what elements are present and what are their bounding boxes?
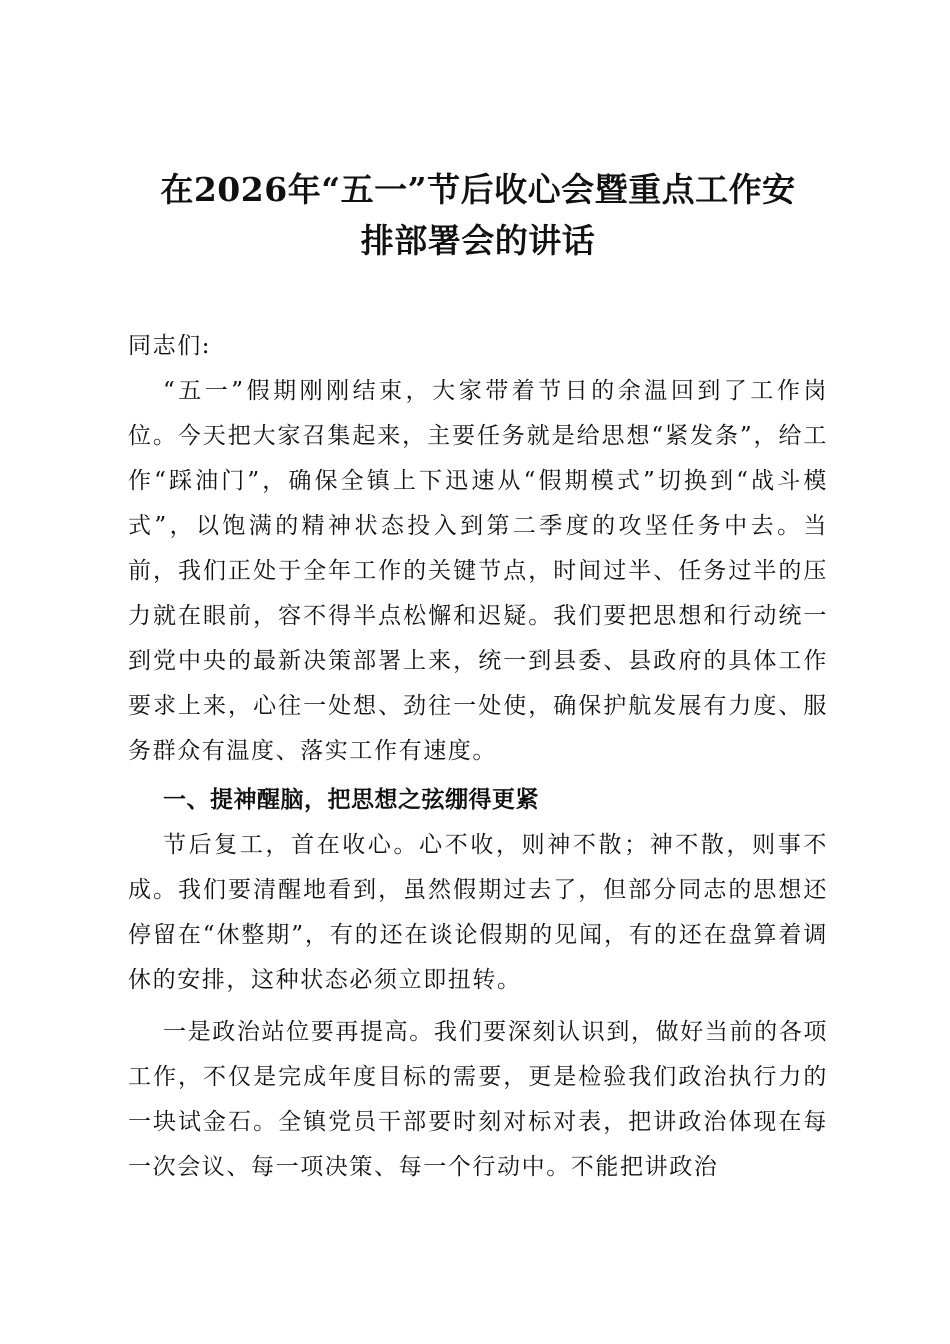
document-body [128, 324, 828, 1190]
paragraph-point-1: 一是政治站位要再提高。我们要深刻认识到，做好当前的各项工作，不仅是完成年度目标的需要，更是检验我们政治执行力的一块试金石。全镇党员干部要时刻对标对表，把讲政治体现在每一次会议、每一项决策、每一个行动中。不能把讲政治 [128, 1019, 828, 1180]
paragraph-section-1: 节后复工，首在收心。心不收，则神不散；神不散，则事不成。我们要清醒地看到，虽然假期过去了，但部分同志的思想还停留在“休整期”，有的还在谈论假期的见闻，有的还在盘算着调休的安排，这种状态必须立即扭转。 [128, 832, 828, 993]
title-line-2: 排部署会的讲话 [360, 221, 596, 260]
section-heading-1: 一、提神醒脑，把思想之弦绷得更紧 [163, 787, 539, 813]
paragraph-intro: “五一”假期刚刚结束，大家带着节日的余温回到了工作岗位。今天把大家召集起来，主要任务就是给思想“紧发条”，给工作“踩油门”，确保全镇上下迅速从“假期模式”切换到“战斗模式”，以饱满的精神状态投入到第二季度的攻坚任务中去。当前，我们正处于全年工作的关键节点，时间过半、任务过半的压力就在眼前，容不得半点松懈和迟疑。我们要把思想和行动统一到党中央的最新决策部署上来，统一到县委、县政府的具体工作要求上来，心往一处想、劲往一处使，确保护航发展有力度、服务群众有温度、落实工作有速度。 [128, 378, 828, 764]
document-title [128, 164, 828, 266]
salutation: 同志们: [128, 333, 212, 359]
title-line-1: 在2026年“五一”节后收心会暨重点工作安 [160, 170, 796, 209]
